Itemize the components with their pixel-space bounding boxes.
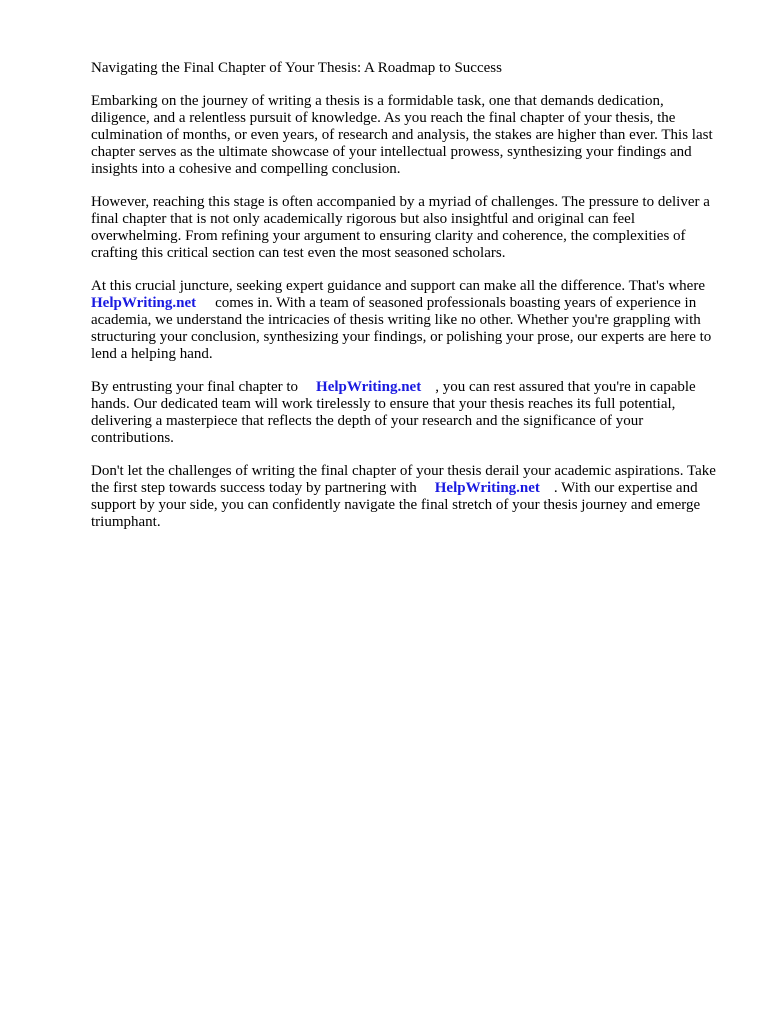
- helpwriting-link-3[interactable]: HelpWriting.net: [434, 480, 540, 496]
- paragraph-guidance-text-before: At this crucial juncture, seeking expert guidance and support can make all the difference. That's where: [91, 278, 705, 294]
- paragraph-guidance-text-after: comes in. With a team of seasoned professionals boasting years of experience in academia, we understand the intricacies of thesis writing like no other. Whether you're grappling with structuring your conclusion, synthesizing your findings, or polishing your prose, our experts are here to lend a helping hand.: [91, 295, 712, 362]
- document-title: Navigating the Final Chapter of Your Thesis: A Roadmap to Success: [91, 60, 502, 76]
- paragraph-closing-text-before: Don't let the challenges of writing the final chapter of your thesis derail your academic aspirations. Take the first step towards success today by partnering with: [91, 463, 716, 496]
- paragraph-intro: Embarking on the journey of writing a thesis is a formidable task, one that demands dedication, diligence, and a relentless pursuit of knowledge. As you reach the final chapter of your thesis, the culmination of months, or even years, of research and analysis, the stakes are higher than ever. This last chapter serves as the ultimate showcase of your intellectual prowess, synthesizing your findings and insights into a cohesive and compelling conclusion.: [91, 93, 713, 177]
- paragraph-entrust-text-before: By entrusting your final chapter to: [91, 379, 299, 395]
- paragraph-entrust-text-after: , you can rest assured that you're in capable hands. Our dedicated team will work tirelessly to ensure that your thesis reaches its full potential, delivering a masterpiece that reflects the depth of your research and the significance of your contributions.: [91, 379, 696, 446]
- paragraph-closing-text-after: . With our expertise and support by your side, you can confidently navigate the final stretch of your thesis journey and emerge triumphant.: [91, 480, 701, 530]
- document-page: [91, 60, 725, 547]
- paragraph-entrust: [91, 379, 725, 447]
- helpwriting-link-2[interactable]: HelpWriting.net: [316, 379, 422, 395]
- paragraph-guidance: [91, 278, 725, 363]
- paragraph-challenges: However, reaching this stage is often accompanied by a myriad of challenges. The pressure to deliver a final chapter that is not only academically rigorous but also insightful and original can feel overwhelming. From refining your argument to ensuring clarity and coherence, the complexities of crafting this critical section can test even the most seasoned scholars.: [91, 194, 710, 261]
- helpwriting-link-1[interactable]: HelpWriting.net: [91, 295, 197, 311]
- paragraph-closing: [91, 463, 725, 531]
